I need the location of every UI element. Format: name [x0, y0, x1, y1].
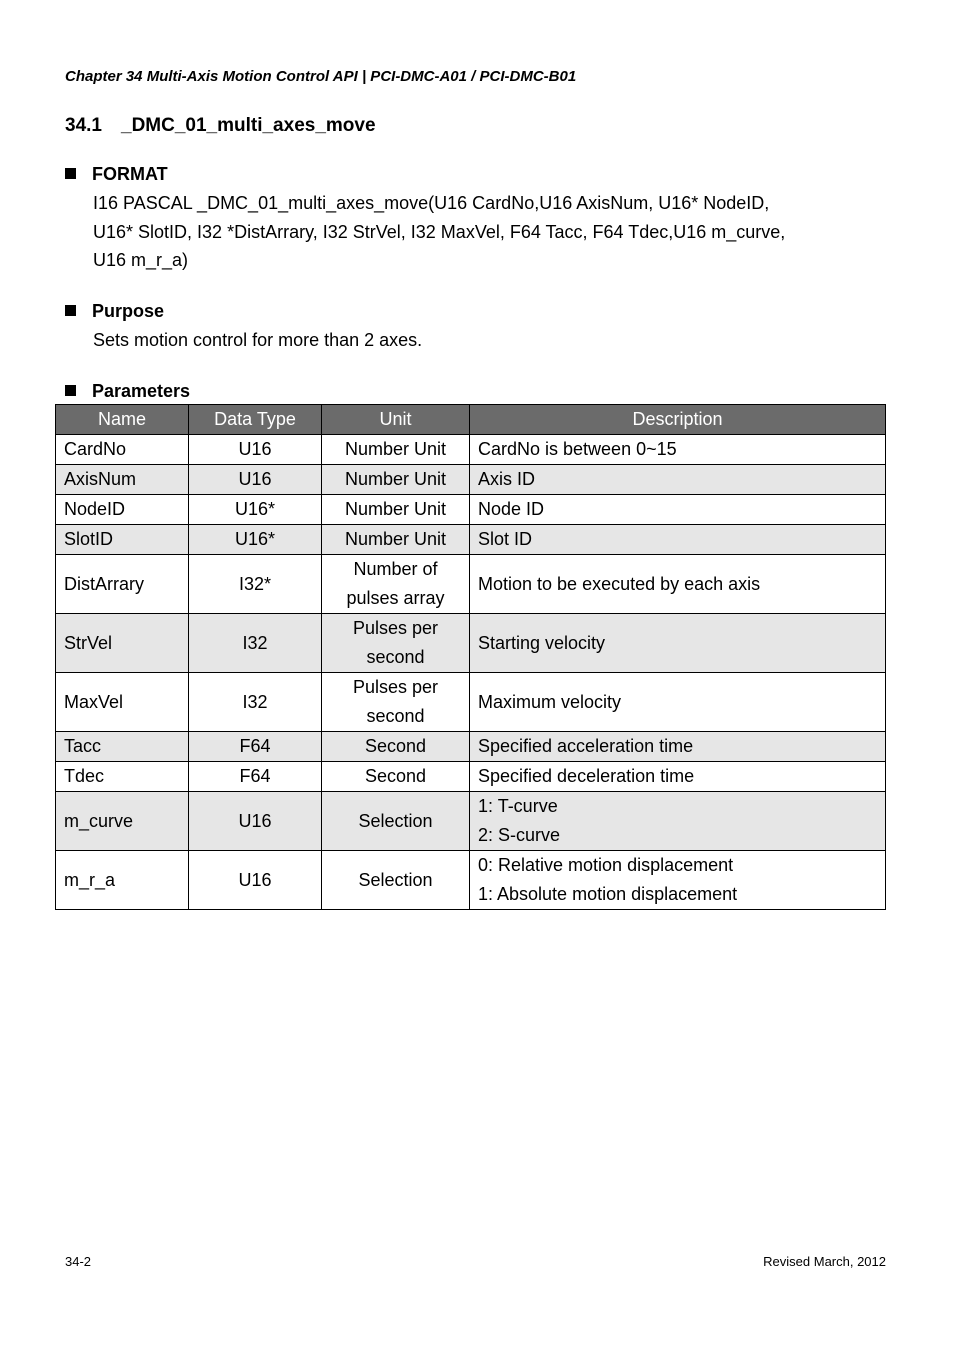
- square-bullet-icon: [65, 168, 76, 179]
- cell-description-line: Motion to be executed by each axis: [478, 573, 761, 594]
- table-row: [56, 555, 886, 614]
- cell-name: SlotID: [56, 525, 189, 555]
- cell-name: AxisNum: [56, 465, 189, 495]
- cell-unit-line: second: [366, 647, 425, 667]
- format-line: I16 PASCAL _DMC_01_multi_axes_move(U16 CardNo,U16 AxisNum, U16* NodeID,: [93, 193, 770, 213]
- column-header-data-type: Data Type: [189, 405, 322, 435]
- cell-unit-line: Number of: [353, 559, 438, 579]
- cell-data-type: U16: [189, 851, 322, 910]
- table-row: [56, 465, 886, 495]
- cell-description: [470, 525, 886, 555]
- cell-data-type: U16: [189, 792, 322, 851]
- cell-unit: [322, 851, 470, 910]
- cell-description: [470, 465, 886, 495]
- cell-data-type: I32: [189, 614, 322, 673]
- cell-description-line: 1: T-curve: [478, 796, 558, 816]
- cell-unit-line: Number Unit: [344, 529, 447, 549]
- cell-unit: [322, 673, 470, 732]
- cell-description: [470, 851, 886, 910]
- table-row: [56, 614, 886, 673]
- cell-name: MaxVel: [56, 673, 189, 732]
- format-heading-label: FORMAT: [92, 164, 168, 184]
- cell-description-line: Maximum velocity: [478, 691, 622, 712]
- cell-unit-line: Number Unit: [344, 469, 447, 489]
- cell-description-line: Specified acceleration time: [478, 736, 694, 756]
- cell-unit-line: Number Unit: [344, 499, 447, 519]
- cell-description-line: Axis ID: [478, 469, 536, 489]
- cell-unit: [322, 762, 470, 792]
- cell-unit: [322, 495, 470, 525]
- cell-description-line: 1: Absolute motion displacement: [478, 884, 738, 904]
- column-header-name: Name: [56, 405, 189, 435]
- cell-description-line: Slot ID: [478, 529, 533, 549]
- cell-description-line: CardNo is between 0~15: [478, 439, 677, 459]
- section-name: _DMC_01_multi_axes_move: [121, 115, 376, 136]
- table-header-row: [56, 405, 886, 435]
- cell-description: [470, 673, 886, 732]
- cell-name: Tdec: [56, 762, 189, 792]
- cell-unit-line: Second: [364, 766, 427, 786]
- cell-name: CardNo: [56, 435, 189, 465]
- table-row: [56, 851, 886, 910]
- cell-data-type: U16*: [189, 525, 322, 555]
- format-line: U16 m_r_a): [93, 250, 189, 270]
- cell-description: [470, 495, 886, 525]
- cell-name: Tacc: [56, 732, 189, 762]
- purpose-heading-label: Purpose: [92, 301, 165, 321]
- cell-unit: [322, 555, 470, 614]
- chapter-header: Chapter 34 Multi-Axis Motion Control API | PCI-DMC-A01 / PCI-DMC-B01: [65, 68, 577, 85]
- cell-description-line: Specified deceleration time: [478, 766, 695, 786]
- table-row: [56, 792, 886, 851]
- cell-name: m_r_a: [56, 851, 189, 910]
- table-row: [56, 495, 886, 525]
- column-header-description: Description: [470, 405, 886, 435]
- format-line: U16* SlotID, I32 *DistArrary, I32 StrVel, I32 MaxVel, F64 Tacc, F64 Tdec,U16 m_curve,: [93, 221, 786, 242]
- cell-description: [470, 555, 886, 614]
- cell-data-type: F64: [189, 732, 322, 762]
- cell-unit-line: Second: [364, 736, 427, 756]
- cell-name: m_curve: [56, 792, 189, 851]
- cell-description-line: Node ID: [478, 499, 545, 519]
- cell-description: [470, 732, 886, 762]
- cell-description-line: 0: Relative motion displacement: [478, 855, 734, 875]
- format-signature: [93, 189, 893, 275]
- table-row: [56, 732, 886, 762]
- cell-description: [470, 435, 886, 465]
- cell-description-line: Starting velocity: [478, 632, 606, 653]
- square-bullet-icon: [65, 385, 76, 396]
- cell-unit-line: Pulses per: [352, 618, 439, 638]
- cell-unit: [322, 435, 470, 465]
- parameters-heading-label: Parameters: [92, 381, 191, 401]
- table-body: [56, 435, 886, 910]
- cell-data-type: U16*: [189, 495, 322, 525]
- cell-description: [470, 792, 886, 851]
- cell-unit: [322, 792, 470, 851]
- cell-description: [470, 614, 886, 673]
- purpose-text: Sets motion control for more than 2 axes.: [93, 330, 423, 350]
- cell-unit: [322, 614, 470, 673]
- cell-unit-line: Selection: [358, 810, 433, 831]
- table-row: [56, 435, 886, 465]
- table-row: [56, 525, 886, 555]
- cell-unit-line: second: [366, 706, 425, 726]
- section-title: [65, 115, 376, 137]
- cell-unit: [322, 525, 470, 555]
- cell-description: [470, 762, 886, 792]
- cell-data-type: I32: [189, 673, 322, 732]
- section-number: 34.1: [65, 115, 102, 136]
- cell-unit: [322, 465, 470, 495]
- purpose-heading: [65, 301, 164, 322]
- parameters-heading: [65, 381, 190, 402]
- page-number: 34-2: [65, 1254, 92, 1269]
- cell-unit-line: pulses array: [346, 588, 445, 608]
- square-bullet-icon: [65, 305, 76, 316]
- revision-date: Revised March, 2012: [763, 1254, 886, 1269]
- table-row: [56, 762, 886, 792]
- cell-data-type: F64: [189, 762, 322, 792]
- table-row: [56, 673, 886, 732]
- cell-data-type: U16: [189, 435, 322, 465]
- column-header-unit: Unit: [322, 405, 470, 435]
- cell-unit: [322, 732, 470, 762]
- cell-unit-line: Pulses per: [352, 677, 439, 697]
- cell-name: NodeID: [56, 495, 189, 525]
- parameters-table: [55, 404, 886, 910]
- cell-name: StrVel: [56, 614, 189, 673]
- cell-data-type: I32*: [189, 555, 322, 614]
- cell-name: DistArrary: [56, 555, 189, 614]
- cell-unit-line: Selection: [358, 869, 433, 890]
- format-heading: [65, 164, 168, 185]
- cell-description-line: 2: S-curve: [478, 825, 561, 845]
- cell-data-type: U16: [189, 465, 322, 495]
- cell-unit-line: Number Unit: [344, 439, 447, 459]
